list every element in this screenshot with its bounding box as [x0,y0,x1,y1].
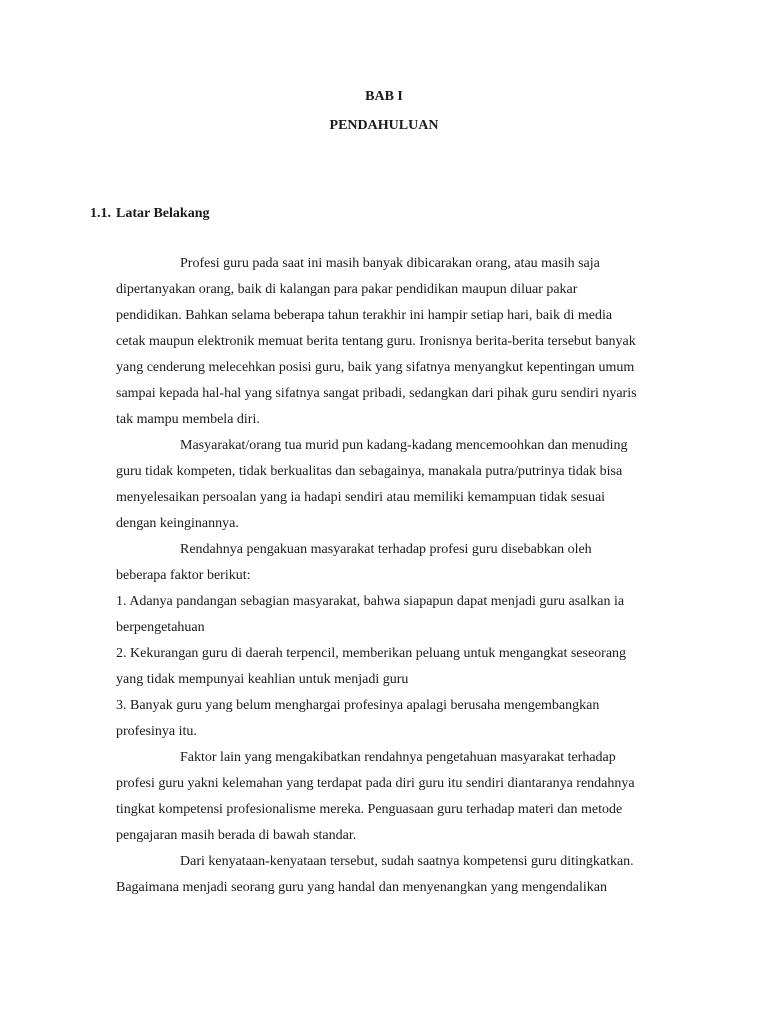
list-item-line: yang tidak mempunyai keahlian untuk menjadi guru [116,672,409,687]
text-line: dipertanyakan orang, baik di kalangan para pakar pendidikan maupun diluar pakar [116,282,578,297]
text-line: Dari kenyataan-kenyataan tersebut, sudah saatnya kompetensi guru ditingkatkan. [180,854,634,869]
text-line: dengan keinginannya. [116,516,239,531]
section-number: 1.1. [90,206,111,221]
text-line: menyelesaikan persoalan yang ia hadapi sendiri atau memiliki kemampuan tidak sesuai [116,490,606,505]
section-title: Latar Belakang [116,206,210,221]
text-line: profesi guru yakni kelemahan yang terdapat pada diri guru itu sendiri diantaranya rendahnya [116,776,635,791]
list-item-line: 1. Adanya pandangan sebagian masyarakat, bahwa siapapun dapat menjadi guru asalkan ia [116,594,625,609]
text-line: cetak maupun elektronik memuat berita tentang guru. Ironisnya berita-berita tersebut banyak [116,334,636,349]
text-line: Masyarakat/orang tua murid pun kadang-kadang mencemoohkan dan menuding [180,438,628,453]
list-item-line: berpengetahuan [116,620,205,635]
text-line: pendidikan. Bahkan selama beberapa tahun terakhir ini hampir setiap hari, baik di media [116,308,613,323]
text-line: tak mampu membela diri. [116,412,260,427]
text-line: beberapa faktor berikut: [116,568,251,583]
text-line: tingkat kompetensi profesionalisme mereka. Penguasaan guru terhadap materi dan metode [116,802,623,817]
text-line: yang cenderung melecehkan posisi guru, baik yang sifatnya menyangkut kepentingan umum [116,360,635,375]
list-item-line: 2. Kekurangan guru di daerah terpencil, memberikan peluang untuk mengangkat seseorang [116,646,627,661]
chapter-title: PENDAHULUAN [329,118,439,133]
list-item-line: profesinya itu. [116,724,197,739]
text-line: Rendahnya pengakuan masyarakat terhadap profesi guru disebabkan oleh [180,542,592,557]
chapter-number: BAB I [365,89,403,104]
list-item-line: 3. Banyak guru yang belum menghargai profesinya apalagi berusaha mengembangkan [116,698,600,713]
text-line: pengajaran masih berada di bawah standar. [116,828,357,843]
text-line: Profesi guru pada saat ini masih banyak dibicarakan orang, atau masih saja [180,256,600,271]
text-line: Bagaimana menjadi seorang guru yang handal dan menyenangkan yang mengendalikan [116,880,607,895]
text-line: guru tidak kompeten, tidak berkualitas dan sebagainya, manakala putra/putrinya tidak bisa [116,464,623,479]
text-line: Faktor lain yang mengakibatkan rendahnya pengetahuan masyarakat terhadap [180,750,616,765]
text-line: sampai kepada hal-hal yang sifatnya sangat pribadi, sedangkan dari pihak guru sendiri nyaris [116,386,637,401]
section-heading [90,206,209,222]
